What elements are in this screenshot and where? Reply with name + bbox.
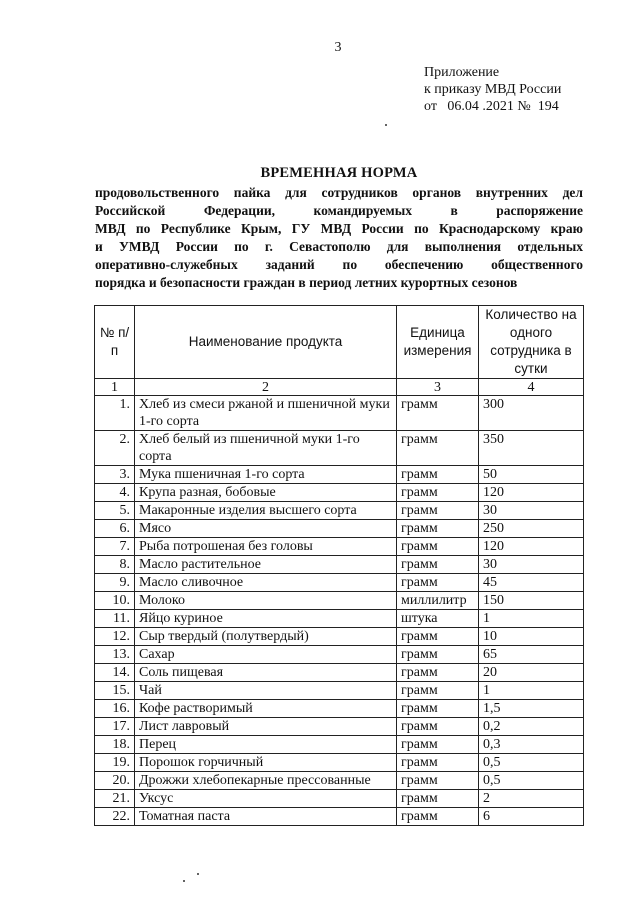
header-qty: Количество на одного сотрудника в сутки: [479, 306, 584, 379]
quantity-per-day: 65: [479, 646, 584, 664]
unit-of-measure: грамм: [397, 682, 479, 700]
quantity-per-day: 45: [479, 574, 584, 592]
row-number: 20.: [95, 772, 135, 790]
table-row: [95, 431, 584, 466]
product-name: Порошок горчичный: [135, 754, 397, 772]
product-name: Рыба потрошеная без головы: [135, 538, 397, 556]
quantity-per-day: 120: [479, 538, 584, 556]
product-name: Соль пищевая: [135, 664, 397, 682]
subtitle-line: оперативно-служебных заданий по обеспечению общественного: [95, 257, 583, 272]
subtitle-line: Российской Федерации, командируемых в распоряжение: [95, 203, 583, 218]
quantity-per-day: 10: [479, 628, 584, 646]
subtitle-line: порядка и безопасности граждан в период летних курортных сезонов: [95, 275, 518, 290]
unit-of-measure: грамм: [397, 772, 479, 790]
appendix-line-2: к приказу МВД России: [424, 82, 562, 97]
scan-speck: [385, 124, 387, 126]
unit-of-measure: грамм: [397, 556, 479, 574]
product-name: Хлеб белый из пшеничной муки 1-го сорта: [135, 431, 397, 466]
column-number: 3: [397, 379, 479, 396]
unit-of-measure: штука: [397, 610, 479, 628]
column-numbers-row: [95, 379, 584, 396]
unit-of-measure: грамм: [397, 790, 479, 808]
table-row: [95, 664, 584, 682]
row-number: 18.: [95, 736, 135, 754]
quantity-per-day: 1,5: [479, 700, 584, 718]
table-row: [95, 502, 584, 520]
row-number: 13.: [95, 646, 135, 664]
row-number: 17.: [95, 718, 135, 736]
unit-of-measure: грамм: [397, 736, 479, 754]
quantity-per-day: 2: [479, 790, 584, 808]
row-number: 8.: [95, 556, 135, 574]
unit-of-measure: грамм: [397, 538, 479, 556]
table-row: [95, 736, 584, 754]
table-row: [95, 592, 584, 610]
product-name: Масло растительное: [135, 556, 397, 574]
scan-speck: [197, 873, 199, 875]
column-number: 4: [479, 379, 584, 396]
table-row: [95, 754, 584, 772]
row-number: 19.: [95, 754, 135, 772]
document-title: ВРЕМЕННАЯ НОРМА: [260, 165, 418, 181]
row-number: 15.: [95, 682, 135, 700]
product-name: Хлеб из смеси ржаной и пшеничной муки 1-го сорта: [135, 396, 397, 431]
product-name: Кофе растворимый: [135, 700, 397, 718]
row-number: 2.: [95, 431, 135, 466]
table-row: [95, 646, 584, 664]
quantity-per-day: 0,2: [479, 718, 584, 736]
row-number: 21.: [95, 790, 135, 808]
table-row: [95, 682, 584, 700]
quantity-per-day: 50: [479, 466, 584, 484]
row-number: 16.: [95, 700, 135, 718]
table-row: [95, 718, 584, 736]
row-number: 4.: [95, 484, 135, 502]
header-name: Наименование продукта: [135, 306, 397, 379]
subtitle-line: МВД по Республике Крым, ГУ МВД России по Краснодарскому краю: [95, 221, 583, 236]
table-row: [95, 574, 584, 592]
product-name: Мука пшеничная 1-го сорта: [135, 466, 397, 484]
unit-of-measure: грамм: [397, 520, 479, 538]
header-unit: Единица измерения: [397, 306, 479, 379]
unit-of-measure: грамм: [397, 502, 479, 520]
quantity-per-day: 350: [479, 431, 584, 466]
appendix-block: [424, 64, 561, 115]
subtitle-line: продовольственного пайка для сотрудников органов внутренних дел: [95, 185, 583, 200]
product-name: Лист лавровый: [135, 718, 397, 736]
product-name: Перец: [135, 736, 397, 754]
product-name: Сахар: [135, 646, 397, 664]
table-row: [95, 772, 584, 790]
table-body: [95, 396, 584, 826]
quantity-per-day: 150: [479, 592, 584, 610]
table-row: [95, 628, 584, 646]
table-row: [95, 466, 584, 484]
column-number: 2: [135, 379, 397, 396]
product-name: Чай: [135, 682, 397, 700]
row-number: 14.: [95, 664, 135, 682]
row-number: 5.: [95, 502, 135, 520]
unit-of-measure: грамм: [397, 664, 479, 682]
scan-speck: [183, 880, 185, 882]
table-row: [95, 396, 584, 431]
unit-of-measure: миллилитр: [397, 592, 479, 610]
unit-of-measure: грамм: [397, 396, 479, 431]
quantity-per-day: 1: [479, 610, 584, 628]
product-name: Масло сливочное: [135, 574, 397, 592]
ration-norms-table: [94, 305, 584, 826]
unit-of-measure: грамм: [397, 808, 479, 826]
quantity-per-day: 0,5: [479, 772, 584, 790]
quantity-per-day: 300: [479, 396, 584, 431]
page-number: 3: [334, 40, 342, 55]
header-num: № п/п: [95, 306, 135, 379]
table-row: [95, 808, 584, 826]
product-name: Уксус: [135, 790, 397, 808]
quantity-per-day: 6: [479, 808, 584, 826]
table-row: [95, 700, 584, 718]
table-row: [95, 610, 584, 628]
unit-of-measure: грамм: [397, 431, 479, 466]
product-name: Мясо: [135, 520, 397, 538]
row-number: 12.: [95, 628, 135, 646]
unit-of-measure: грамм: [397, 700, 479, 718]
quantity-per-day: 120: [479, 484, 584, 502]
quantity-per-day: 250: [479, 520, 584, 538]
unit-of-measure: грамм: [397, 718, 479, 736]
appendix-line-1: Приложение: [424, 65, 500, 80]
row-number: 11.: [95, 610, 135, 628]
quantity-per-day: 0,3: [479, 736, 584, 754]
unit-of-measure: грамм: [397, 484, 479, 502]
column-number: 1: [95, 379, 135, 396]
subtitle-line: и УМВД России по г. Севастополю для выполнения отдельных: [95, 239, 583, 254]
product-name: Крупа разная, бобовые: [135, 484, 397, 502]
quantity-per-day: 30: [479, 556, 584, 574]
product-name: Сыр твердый (полутвердый): [135, 628, 397, 646]
table-row: [95, 556, 584, 574]
product-name: Молоко: [135, 592, 397, 610]
unit-of-measure: грамм: [397, 628, 479, 646]
unit-of-measure: грамм: [397, 466, 479, 484]
quantity-per-day: 20: [479, 664, 584, 682]
product-name: Томатная паста: [135, 808, 397, 826]
product-name: Яйцо куриное: [135, 610, 397, 628]
unit-of-measure: грамм: [397, 574, 479, 592]
table-row: [95, 520, 584, 538]
row-number: 22.: [95, 808, 135, 826]
product-name: Дрожжи хлебопекарные прессованные: [135, 772, 397, 790]
row-number: 7.: [95, 538, 135, 556]
quantity-per-day: 0,5: [479, 754, 584, 772]
row-number: 6.: [95, 520, 135, 538]
table-row: [95, 538, 584, 556]
table-row: [95, 790, 584, 808]
quantity-per-day: 30: [479, 502, 584, 520]
quantity-per-day: 1: [479, 682, 584, 700]
unit-of-measure: грамм: [397, 754, 479, 772]
table-row: [95, 484, 584, 502]
table-header-row: [95, 306, 584, 379]
document-subtitle: [95, 184, 583, 292]
appendix-order-line: от 06.04 .2021 № 194: [424, 99, 559, 114]
product-name: Макаронные изделия высшего сорта: [135, 502, 397, 520]
unit-of-measure: грамм: [397, 646, 479, 664]
row-number: 3.: [95, 466, 135, 484]
row-number: 9.: [95, 574, 135, 592]
row-number: 10.: [95, 592, 135, 610]
row-number: 1.: [95, 396, 135, 431]
